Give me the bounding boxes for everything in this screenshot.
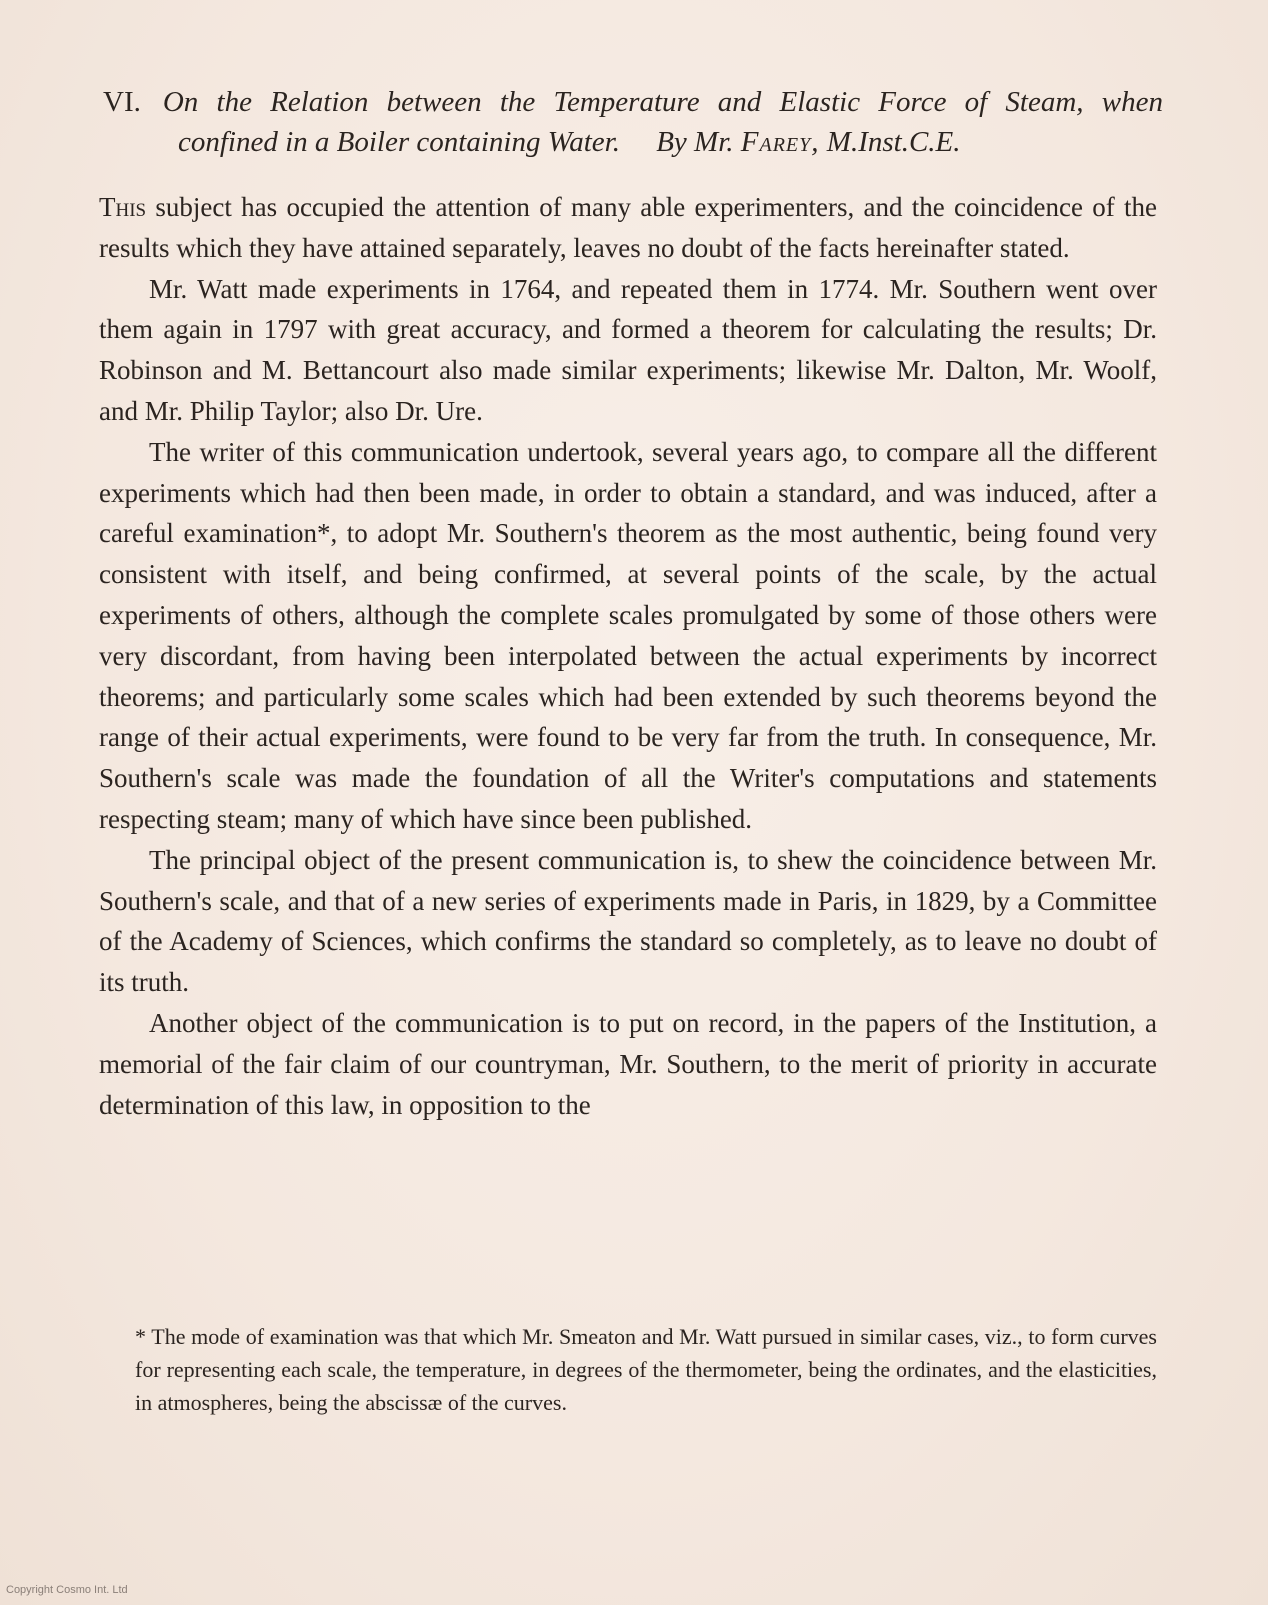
- paragraph-text: Mr. Watt made experiments in 1764, and repeated them in 1774. Mr. Southern went over them again in 1797 with great accuracy, and formed a theorem for calculating the results; Dr. Robinson and M. Bettancourt also made similar experiments; likewise Mr. Dalton, Mr. Woolf, and Mr. Philip Taylor; also Dr. Ure.: [99, 273, 1157, 426]
- title-by: By Mr.: [656, 126, 734, 158]
- paragraph: [99, 840, 1157, 1003]
- paragraph-text: subject has occupied the attention of many able experimenters, and the coincidence of the results which they have attained separately, leaves no doubt of the facts hereinafter stated.: [99, 192, 1157, 263]
- footnote: [99, 1320, 1157, 1419]
- author-name: Farey,: [740, 126, 820, 158]
- author-credential: M.Inst.C.E.: [826, 126, 961, 158]
- paragraph-text: The principal object of the present communication is, to shew the coincidence between Mr. Southern's scale, and that of a new series of experiments made in Paris, in 1829, by a Committee of the Academy of Sciences, which confirms the standard so completely, as to leave no doubt of its truth.: [99, 844, 1157, 998]
- paragraph: [99, 269, 1157, 432]
- copyright-watermark: Copyright Cosmo Int. Ltd: [6, 1584, 128, 1596]
- article-body: [99, 187, 1157, 1125]
- title-line-2: [103, 122, 1163, 162]
- paragraph: [99, 187, 1157, 269]
- article-title: [103, 82, 1163, 162]
- footnote-text: * The mode of examination was that which Mr. Smeaton and Mr. Watt pursued in similar cases, viz., to form curves for representing each scale, the temperature, in degrees of the thermometer, being the ordinates, and the elasticities, in atmospheres, being the abscissæ of the curves.: [135, 1324, 1157, 1415]
- title-line-1: [103, 82, 1163, 122]
- paragraph: [99, 432, 1157, 840]
- section-number: VI.: [103, 86, 141, 118]
- paragraph-first-word: This: [99, 192, 147, 222]
- paragraph-text: Another object of the communication is to put on record, in the papers of the Institution, a memorial of the fair claim of our countryman, Mr. Southern, to the merit of priority in accurate determination of this law, in opposition to the: [99, 1007, 1157, 1120]
- paragraph: [99, 1003, 1157, 1125]
- paragraph-text: The writer of this communication undertook, several years ago, to compare all the different experiments which had then been made, in order to obtain a standard, and was induced, after a careful examination*, to adopt Mr. Southern's theorem as the most authentic, being found very consistent with itself, and being confirmed, at several points of the scale, by the actual experiments of others, although the complete scales promulgated by some of those others were very discordant, from having been interpolated between the actual experiments by incorrect theorems; and particularly some scales which had been extended by such theorems beyond the range of their actual experiments, were found to be very far from the truth. In consequence, Mr. Southern's scale was made the foundation of all the Writer's computations and statements respecting steam; many of which have since been published.: [99, 436, 1157, 834]
- title-text-line-2: confined in a Boiler containing Water.: [178, 126, 620, 158]
- title-text-line-1: On the Relation between the Temperature and Elastic Force of Steam, when: [162, 86, 1163, 118]
